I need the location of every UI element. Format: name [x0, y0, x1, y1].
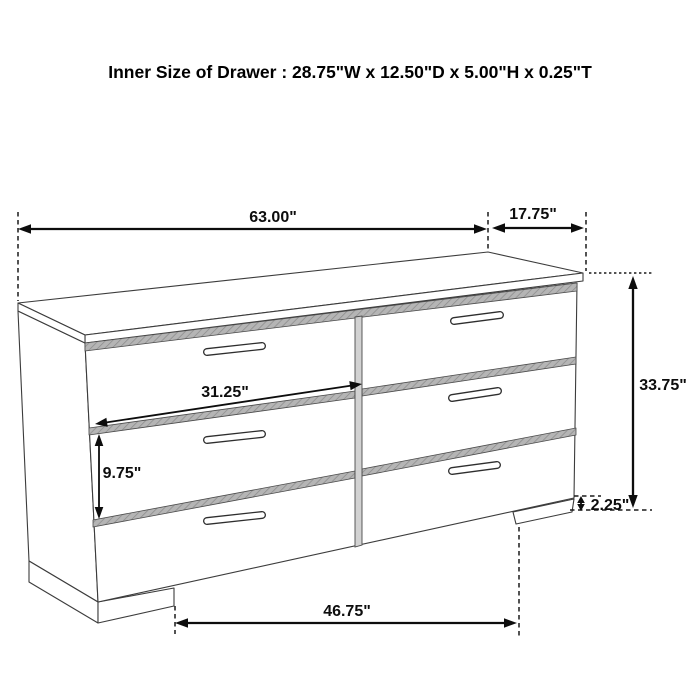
dresser-drawing: [18, 252, 583, 623]
dim-label-drawer-width: 31.25": [201, 384, 249, 401]
dimension-overall-width: [18, 209, 487, 234]
dimension-top-depth: [492, 206, 584, 233]
dim-label-base-height: 2.25": [590, 497, 630, 514]
page-title: Inner Size of Drawer : 28.75"W x 12.50"D x 5.00"H x 0.25"T: [108, 62, 592, 82]
dimension-base-height: [577, 496, 629, 514]
center-divider: [355, 316, 362, 547]
dim-label-drawer-height: 9.75": [102, 465, 142, 482]
dim-label-top-depth: 17.75": [509, 206, 557, 223]
dim-label-overall-width: 63.00": [249, 209, 297, 226]
dim-label-base-width: 46.75": [323, 603, 371, 620]
dimension-base-width: [175, 603, 517, 628]
dim-label-overall-height: 33.75": [639, 377, 687, 394]
dimension-overall-height: [628, 276, 687, 508]
